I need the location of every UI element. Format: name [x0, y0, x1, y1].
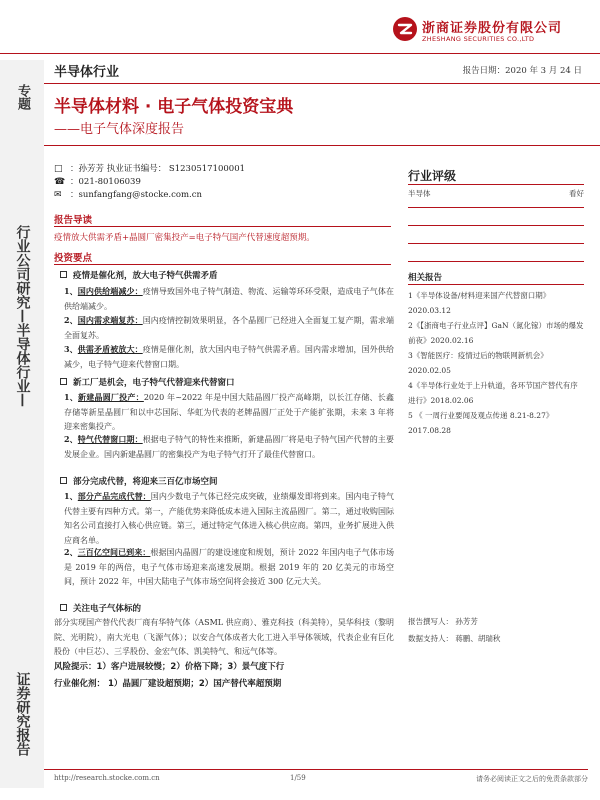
points-heading: 投资要点 — [54, 253, 93, 264]
page-subtitle: ——电子气体深度报告 — [54, 122, 185, 137]
sidebar-label-top: 专题 — [15, 84, 30, 110]
checkbox-square-icon — [60, 378, 67, 385]
blank-rule-1 — [408, 207, 584, 208]
rating-rule — [408, 184, 584, 185]
sidebar-label-mid: 行业公司研究—半导体行业— — [14, 225, 31, 407]
guide-rule — [54, 226, 391, 227]
phone-icon: ☎ — [54, 177, 66, 187]
analyst-icon: □ — [54, 164, 63, 174]
page-number: 1/59 — [290, 774, 306, 782]
report-writer: 报告撰写人： 孙芳芳 — [408, 617, 478, 626]
related-list — [408, 288, 584, 438]
data-support: 数据支持人： 蒋鹏、胡瑞秋 — [408, 634, 501, 643]
guide-text: 疫情放大供需矛盾+晶圆厂密集投产=电子特气国产代替速度超预期。 — [54, 233, 315, 243]
rating-industry: 半导体 — [408, 189, 431, 198]
blank-rule-4 — [408, 261, 584, 262]
checkbox-square-icon — [60, 604, 67, 611]
related-item[interactable]: 4《半导体行业处于上升轨道，各环节国产替代有序进行》2018.02.06 — [408, 381, 578, 405]
related-item[interactable]: 2《【浙商电子行业点评】GaN（氮化镓）市场的爆发前夜》2020.02.16 — [408, 321, 584, 345]
s4-text: 部分实现国产替代代表厂商有华特气体（ASML 供应商）、雅克科技（科美特），昊华科技（黎明院、光明院），南大光电（飞源气体）；以安合气体成者大化工进入半导体领域，代表企业有巨化股份（中巨芯）、三孚股份、金宏气体、凯美特气、和远气体等。 — [54, 618, 394, 656]
industry-rule — [44, 83, 600, 84]
analyst-line: □ ：孙芳芳 执业证书编号： S1230517100001 — [54, 164, 246, 174]
footer-disclaimer: 请务必阅读正文之后的免责条款部分 — [476, 775, 588, 783]
page-title: 半导体材料 · 电子气体投资宝典 — [54, 97, 294, 117]
section-1-head: 疫情是催化剂，放大电子特气供需矛盾 — [60, 269, 218, 281]
s2-item-1: 1、新建晶圆厂投产：2020 年~2022 年是中国大陆晶圆厂投产高峰期，以长江存储、长鑫存储等新星晶圆厂和以中芯国际、华虹为代表的老牌晶圆厂正处于产能扩张期，未来 3 年将迎来密集投产。 — [64, 392, 394, 431]
brand-logo — [392, 14, 592, 48]
related-item[interactable]: 5 《 一周行业要闻及观点传递 8.21-8.27》2017.08.28 — [408, 411, 554, 435]
rating-row — [408, 188, 584, 199]
blank-rule-2 — [408, 225, 584, 226]
report-date: 报告日期：2020 年 3 月 24 日 — [462, 66, 582, 76]
section-2-head: 新工厂是机会，电子特气代替迎来代替窗口 — [60, 376, 235, 388]
email-icon: ✉ — [54, 190, 62, 200]
s1-item-2: 2、国内需求端复苏：国内疫情控制效果明显，各个晶圆厂已经进入全面复工复产期，需求端全面复苏。 — [64, 315, 395, 340]
points-rule — [54, 264, 391, 265]
catalyst-line: 行业催化剂： 1）晶圆厂建设超预期；2）国产替代率超预期 — [54, 679, 282, 689]
brand-name-cn: 浙商证券股份有限公司 — [422, 21, 563, 36]
related-item[interactable]: 1《半导体设备/材料迎来国产代替窗口期》2020.03.12 — [408, 291, 551, 315]
related-rule — [408, 284, 584, 285]
header-rule — [0, 53, 600, 54]
rating-value: 看好 — [569, 189, 584, 198]
email-line[interactable]: ✉ ：sunfangfang@stocke.com.cn — [54, 190, 202, 200]
s3-item-1: 1、部分产品完成代替：国内少数电子气体已经完成突破，业绩爆发即将到来。国内电子特气代替主要有四种方式。第一，产能优势来降低成本进入国际主流晶圆厂。第二，通过收购国际知名公司直接打入核心供应链。第三，通过特定气体进入核心供应商。第四，业务扩展进入供应商名单。 — [64, 491, 394, 545]
section-4-head: 关注电子气体标的 — [60, 602, 141, 614]
s3-item-2: 2、三百亿空间已到来：根据国内晶圆厂的建设速度和规划，预计 2022 年国内电子气体市场是 2019 年的两倍，电子气体市场迎来高速发展期。根据 2019 年的 20 亿美元的市场空间，预计 2022 年，中国大陆电子气体市场空间将会接近 300 亿元大关。 — [64, 547, 394, 586]
brand-name-en: ZHESHANG SECURITIES CO.,LTD — [422, 35, 535, 43]
section-3-head: 部分完成代替，将迎来三百亿市场空间 — [60, 475, 218, 487]
rating-heading: 行业评级 — [408, 169, 457, 183]
s1-item-1: 1、国内供给端减少：疫情导致国外电子特气制造、物流、运输等环环受限，造成电子气体在供给端减少。 — [64, 286, 395, 311]
s1-item-3: 3、供需矛盾被放大：疫情是催化剂，放大国内电子特气供需矛盾。国内需求增加，国外供给减少，电子特气迎来代替窗口期。 — [64, 344, 395, 369]
footer-url[interactable]: http://research.stocke.com.cn — [54, 774, 160, 782]
related-item[interactable]: 3《智能医疗：疫情过后的物联网新机会》2020.02.05 — [408, 351, 548, 375]
phone-line: ☎ ：021-80106039 — [54, 177, 141, 187]
checkbox-square-icon — [60, 477, 67, 484]
brand-mark-icon — [392, 16, 418, 42]
sidebar-label-bottom: 证券研究报告 — [14, 672, 31, 756]
left-sidebar — [0, 60, 44, 788]
industry-label: 半导体行业 — [54, 65, 120, 80]
related-heading: 相关报告 — [408, 273, 443, 283]
title-rule — [44, 145, 600, 146]
footer-rule — [44, 769, 588, 770]
blank-rule-3 — [408, 243, 584, 244]
s2-item-2: 2、特气代替窗口期：根据电子特气的特性来推断，新建晶圆厂将是电子特气国产代替的主要发展企业。国内新建晶圆厂的密集投产为电子特气打开了最佳代替窗口。 — [64, 434, 395, 459]
guide-heading: 报告导读 — [54, 215, 93, 226]
checkbox-square-icon — [60, 271, 67, 278]
risk-line: 风险提示：1）客户进展较慢；2）价格下降；3）景气度下行 — [54, 662, 285, 672]
